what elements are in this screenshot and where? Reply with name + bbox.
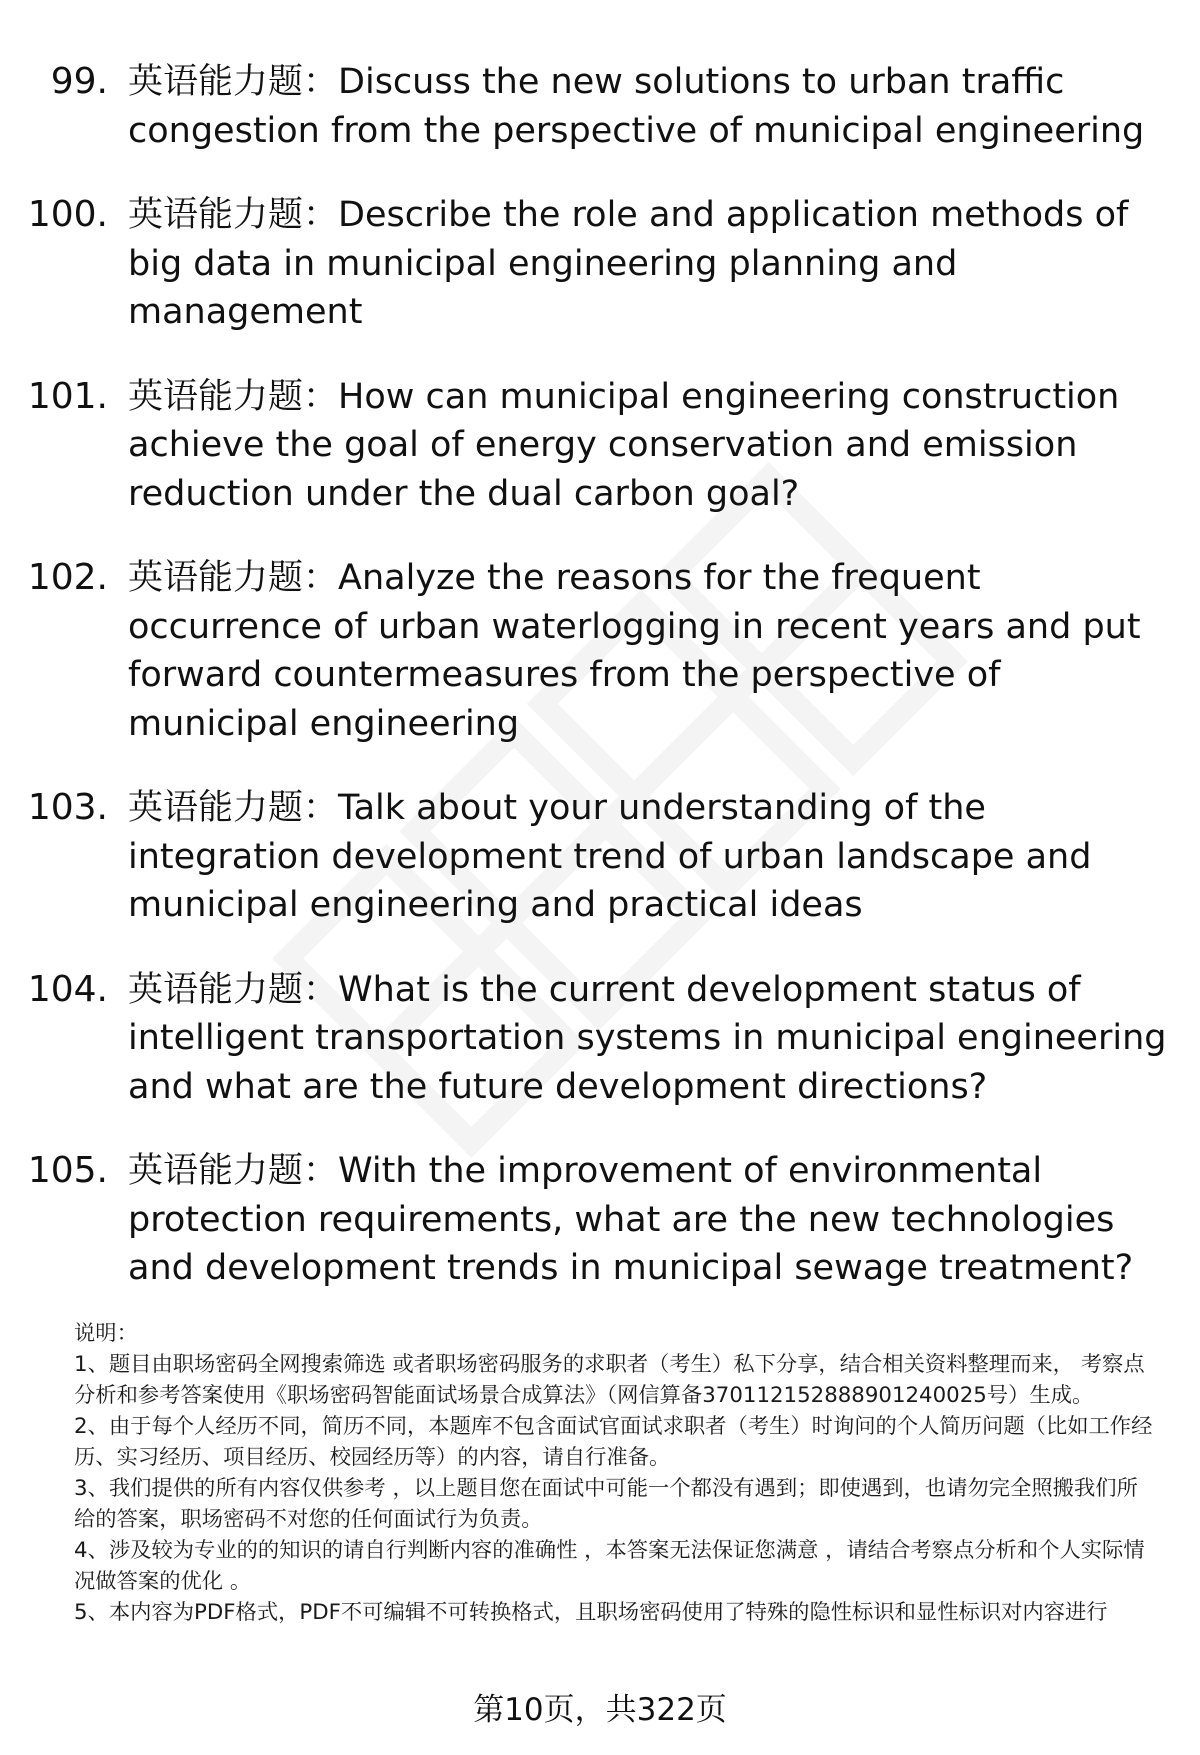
note-item-4: 4、涉及较为专业的的知识的请自行判断内容的准确性 ，本答案无法保证您满意 ，请结合考察点分析和个人实际情况做答案的优化 。 bbox=[74, 1538, 1145, 1594]
question-number: 99. bbox=[50, 61, 108, 102]
question-text: With the improvement of environmental protection requirements, what are the new technologies and development trends in municipal sewage treatment? bbox=[128, 1151, 1134, 1288]
question-number: 103. bbox=[27, 787, 108, 828]
question-text: What is the current development status of intelligent transportation systems in municipal engineering and what are the future development directions? bbox=[128, 969, 1167, 1107]
question-item-103 bbox=[0, 784, 1200, 930]
question-number: 102. bbox=[27, 557, 108, 598]
question-tag: 英语能力题： bbox=[128, 969, 339, 1010]
page-number-footer: 第10页，共322页 bbox=[473, 1692, 727, 1728]
note-item-2: 2、由于每个人经历不同，简历不同，本题库不包含面试官面试求职者（考生）时询问的个人简历问题（比如工作经历、实习经历、项目经历、校园经历等）的内容，请自行准备。 bbox=[74, 1414, 1153, 1470]
question-item-100 bbox=[0, 191, 1200, 337]
question-text: Talk about your understanding of the integration development trend of urban landscape and municipal engineering and practical ideas bbox=[128, 788, 1092, 925]
question-tag: 英语能力题： bbox=[128, 558, 339, 598]
question-text: Analyze the reasons for the frequent occurrence of urban waterlogging in recent years and put forward countermeasures from the perspective of municipal engineering bbox=[128, 558, 1141, 744]
question-item-101 bbox=[0, 373, 1200, 519]
note-item-3: 3、我们提供的所有内容仅供参考 ，以上题目您在面试中可能一个都没有遇到；即使遇到，也请勿完全照搬我们所给的答案，职场密码不对您的任何面试行为负责。 bbox=[74, 1476, 1138, 1532]
question-number: 104. bbox=[27, 968, 108, 1010]
question-text-block bbox=[128, 58, 1178, 155]
question-number: 105. bbox=[27, 1150, 108, 1191]
notes-section bbox=[74, 1318, 1154, 1628]
question-item-99 bbox=[0, 58, 1200, 155]
question-text-block bbox=[128, 373, 1178, 519]
question-item-105 bbox=[0, 1147, 1200, 1293]
question-tag: 英语能力题： bbox=[128, 376, 339, 417]
note-item-1: 1、题目由职场密码全网搜索筛选 或者职场密码服务的求职者（考生）私下分享，结合相关资料整理而来， 考察点分析和参考答案使用《职场密码智能面试场景合成算法》（网信算备370112152888901240025号）生成。 bbox=[74, 1352, 1145, 1408]
question-list bbox=[0, 58, 1200, 1329]
question-item-104 bbox=[0, 966, 1200, 1112]
question-text-block bbox=[128, 191, 1178, 337]
question-text-block bbox=[128, 1147, 1178, 1293]
question-item-102 bbox=[0, 554, 1200, 748]
notes-heading: 说明： bbox=[74, 1321, 138, 1346]
question-tag: 英语能力题： bbox=[128, 195, 339, 235]
note-item-5: 5、本内容为PDF格式，PDF不可编辑不可转换格式，且职场密码使用了特殊的隐性标识和显性标识对内容进行 bbox=[74, 1600, 1108, 1625]
question-tag: 英语能力题： bbox=[128, 1151, 339, 1191]
question-number: 101. bbox=[27, 375, 108, 417]
question-number: 100. bbox=[27, 194, 108, 235]
question-tag: 英语能力题： bbox=[128, 62, 339, 102]
question-text-block bbox=[128, 784, 1178, 930]
question-text: How can municipal engineering construction achieve the goal of energy conservation and emission reduction under the dual carbon goal? bbox=[128, 376, 1120, 514]
question-text: Describe the role and application methods of big data in municipal engineering planning and management bbox=[128, 195, 1129, 332]
question-tag: 英语能力题： bbox=[128, 788, 339, 828]
question-text-block bbox=[128, 554, 1178, 748]
question-text-block bbox=[128, 966, 1178, 1112]
question-text: Discuss the new solutions to urban traffic congestion from the perspective of municipal engineering bbox=[128, 62, 1145, 151]
